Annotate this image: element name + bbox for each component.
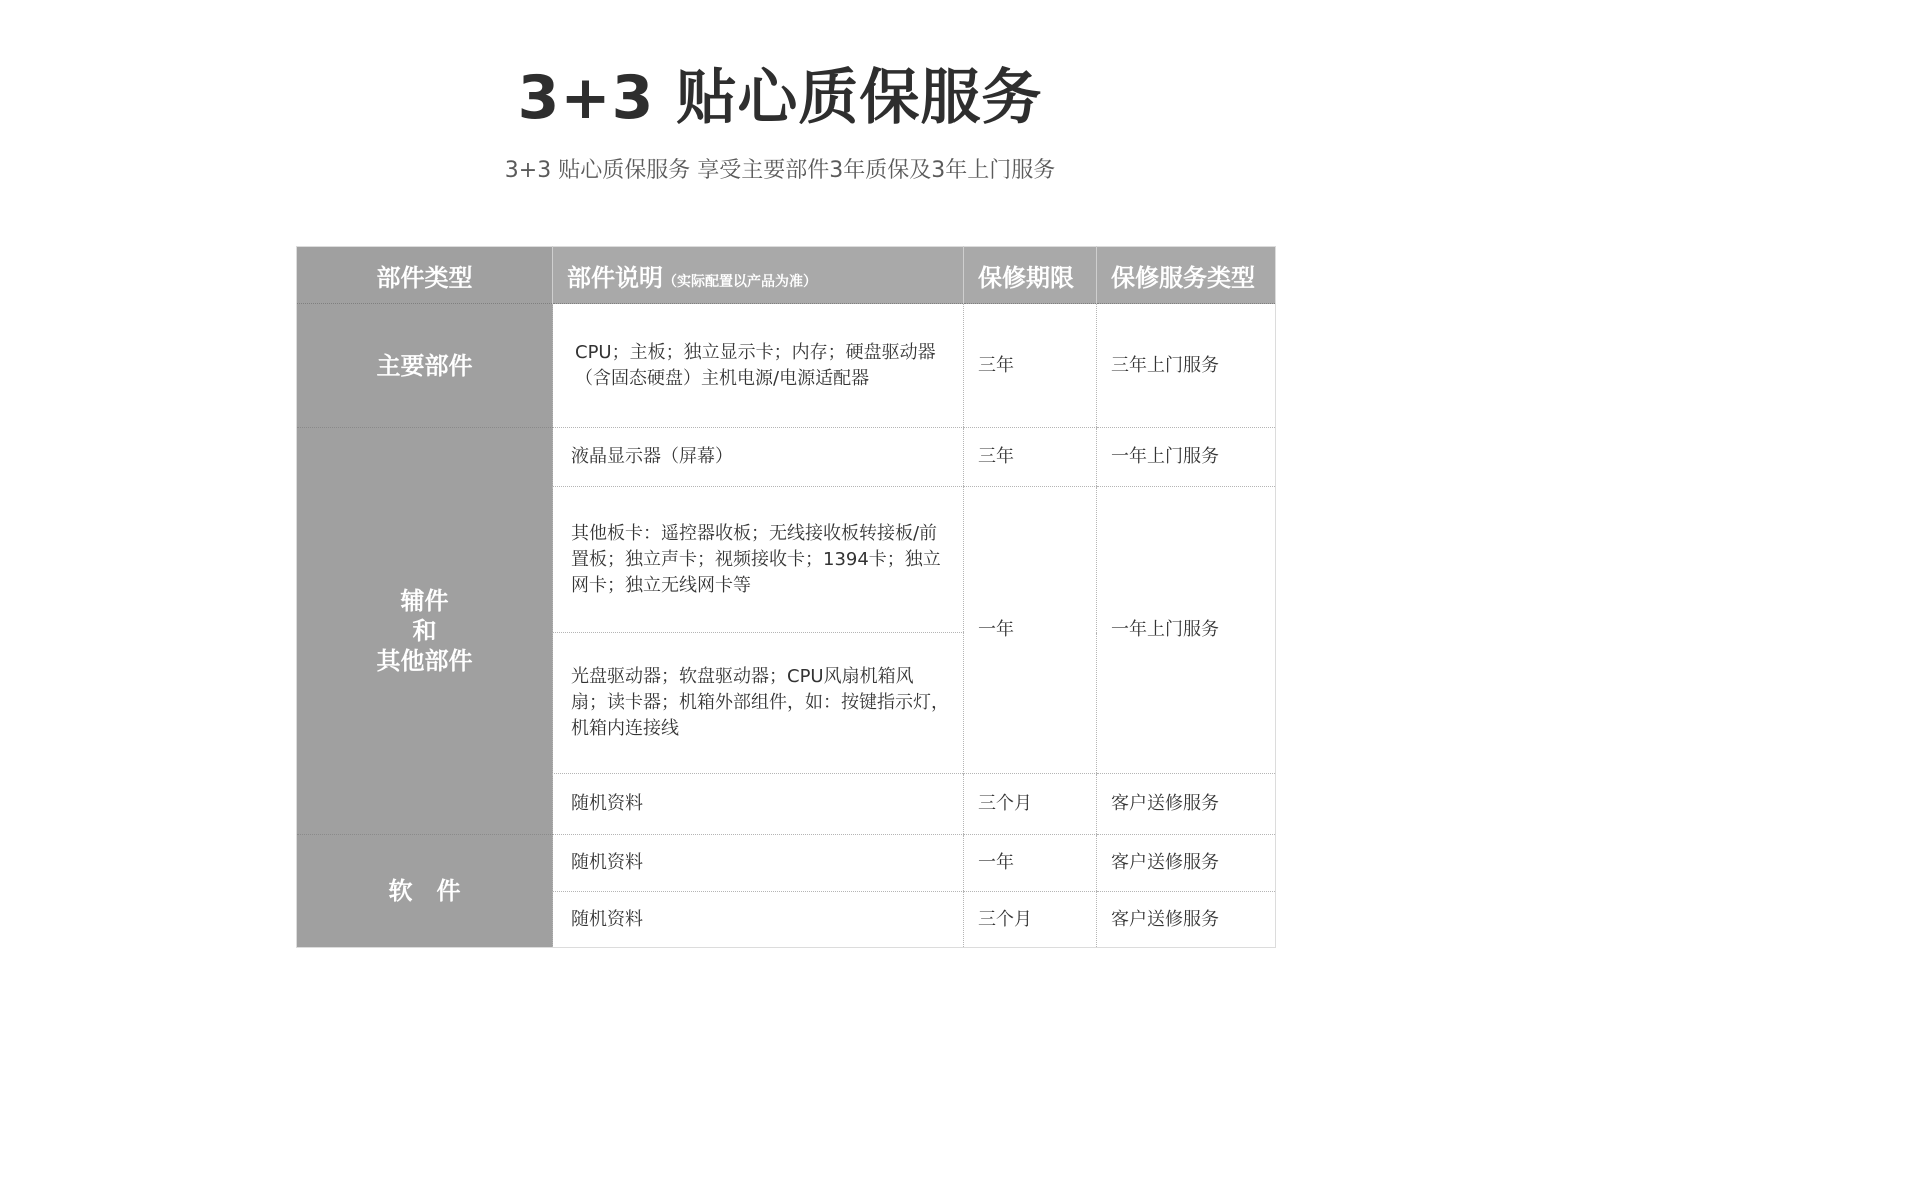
warranty-period: 三个月: [964, 892, 1097, 948]
warranty-period: 一年: [964, 487, 1097, 774]
part-description: 随机资料: [553, 774, 964, 835]
header-part-desc-note: （实际配置以产品为准）: [663, 273, 817, 290]
warranty-table: [296, 246, 1276, 948]
part-description: 随机资料: [553, 835, 964, 892]
part-description: 随机资料: [553, 892, 964, 948]
category-main-parts: 主要部件: [297, 304, 553, 428]
warranty-period: 一年: [964, 835, 1097, 892]
category-aux-parts: 辅件 和 其他部件: [297, 428, 553, 835]
header-service-type: 保修服务类型: [1097, 247, 1276, 304]
part-description: 液晶显示器（屏幕）: [553, 428, 964, 487]
part-description: 其他板卡：遥控器收板；无线接收板转接板/前置板；独立声卡；视频接收卡；1394卡；独立网卡；独立无线网卡等: [553, 487, 964, 633]
warranty-period: 三年: [964, 428, 1097, 487]
category-software: 软 件: [297, 835, 553, 948]
service-type: 客户送修服务: [1097, 892, 1276, 948]
page-title: 3+3 贴心质保服务: [517, 63, 1043, 133]
service-type: 一年上门服务: [1097, 428, 1276, 487]
table-row: [297, 304, 1276, 428]
part-description: 光盘驱动器；软盘驱动器；CPU风扇机箱风扇；读卡器；机箱外部组件，如：按键指示灯，机箱内连接线: [553, 633, 964, 774]
service-type: 客户送修服务: [1097, 774, 1276, 835]
service-type: 客户送修服务: [1097, 835, 1276, 892]
table-header-row: [297, 247, 1276, 304]
header-part-desc: [553, 247, 964, 304]
service-type: 三年上门服务: [1097, 304, 1276, 428]
service-type: 一年上门服务: [1097, 487, 1276, 774]
page-subtitle: 3+3 贴心质保服务 享受主要部件3年质保及3年上门服务: [504, 158, 1056, 183]
header-part-type: 部件类型: [297, 247, 553, 304]
warranty-period: 三年: [964, 304, 1097, 428]
warranty-period: 三个月: [964, 774, 1097, 835]
table-row: [297, 428, 1276, 487]
header-part-desc-label: 部件说明: [567, 263, 663, 292]
header-warranty-period: 保修期限: [964, 247, 1097, 304]
part-description: CPU；主板；独立显示卡；内存；硬盘驱动器（含固态硬盘）主机电源/电源适配器: [553, 304, 964, 428]
table-row: [297, 835, 1276, 892]
